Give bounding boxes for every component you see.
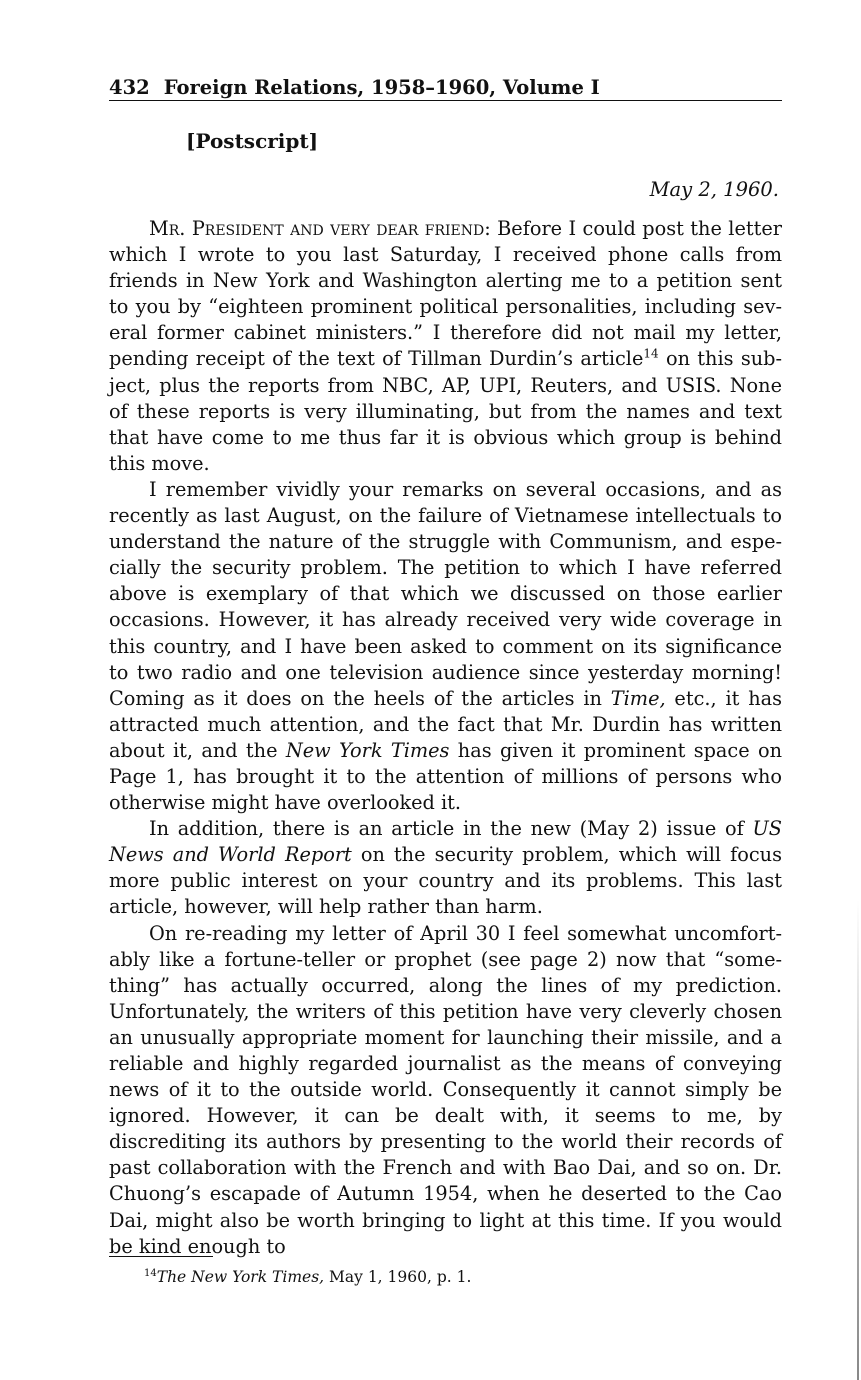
footnote-rule bbox=[109, 1256, 213, 1257]
scan-edge-shadow bbox=[857, 900, 859, 1380]
paragraph-3-text-a: In addition, there is an article in the new (May 2) issue of bbox=[149, 817, 753, 841]
paragraph-1 bbox=[109, 216, 782, 477]
italic-publication-usnews: US News and World Report bbox=[109, 817, 782, 867]
header-rule bbox=[109, 100, 782, 101]
footnote-citation: May 1, 1960, p. 1. bbox=[324, 1268, 472, 1287]
footnote-number: 14 bbox=[144, 1268, 157, 1279]
paragraph-3 bbox=[109, 816, 782, 920]
running-title: Foreign Relations, 1958–1960, Volume I bbox=[163, 76, 600, 99]
running-header bbox=[109, 76, 782, 100]
footnote-reference[interactable]: 14 bbox=[643, 347, 659, 362]
paragraph-2 bbox=[109, 477, 782, 816]
italic-publication-time: Time, bbox=[610, 686, 666, 710]
paragraph-2-text-a: I remember vividly your remarks on several occasions, and as recently as last August, on the failure of Vietnamese intellectuals to understand the nature of the struggle with Communism, and especially the security problem. The petition to which I have referred above is exemplary of that which we discussed on those earlier occasions. However, it has already received very wide coverage in this country, and I have been asked to comment on its significance to two radio and one television audience since yesterday morning! Coming as it does on the heels of the articles in bbox=[109, 477, 782, 710]
paragraph-4: On re-reading my letter of April 30 I feel somewhat uncomfortably like a fortune-teller or prophet (see page 2) now that “something” has actually occurred, along the lines of my prediction. Unfortunately, the writers of this petition have very cleverly chosen an unusually appropriate moment for launching their missile, and a reliable and highly regarded journalist as the means of conveying news of it to the outside world. Consequently it cannot simply be ignored. However, it can be dealt with, it seems to me, by discrediting its authors by presenting to the world their records of past collaboration with the French and with Bao Dai, and so on. Dr. Chuong’s escapade of Autumn 1954, when he deserted to the Cao Dai, might also be worth bringing to light at this time. If you would be kind enough to bbox=[109, 921, 782, 1258]
dateline: May 2, 1960. bbox=[649, 178, 779, 201]
page-number: 432 bbox=[109, 76, 150, 99]
salutation: Mr. President and very dear friend: bbox=[149, 217, 491, 240]
paragraph-1-text-b: on this subject, plus the reports from NBC, AP, UPI, Reuters, and USIS. None of these reports is very illuminating, but from the names and text that have come to me thus far it is obvious which group is behind this move. bbox=[109, 347, 782, 475]
footnote-source: The New York Times, bbox=[156, 1268, 325, 1287]
paragraph-2-text-c: has given it prominent space on Page 1, has brought it to the attention of millions of persons who otherwise might have overlooked it. bbox=[109, 738, 782, 815]
paragraph-3-text-b: on the security problem, which will focus more public interest on your country and its problems. This last article, however, will help rather than harm. bbox=[109, 843, 782, 919]
letter-body bbox=[109, 216, 782, 1260]
italic-publication-nyt: New York Times bbox=[285, 738, 450, 762]
paragraph-1-text-a: Before I could post the letter which I wrote to you last Saturday, I received phone calls from friends in New York and Washington alerting me to a petition sent to you by “eighteen prominent political personalities, including several former cabinet ministers.” I therefore did not mail my letter, pending receipt of the text of Tillman Durdin’s article bbox=[109, 217, 782, 371]
section-title: [Postscript] bbox=[186, 129, 319, 153]
footnote bbox=[144, 1263, 471, 1288]
paragraph-2-text-b: etc., it has attracted much attention, and the fact that Mr. Durdin has written about it, and the bbox=[109, 686, 782, 762]
